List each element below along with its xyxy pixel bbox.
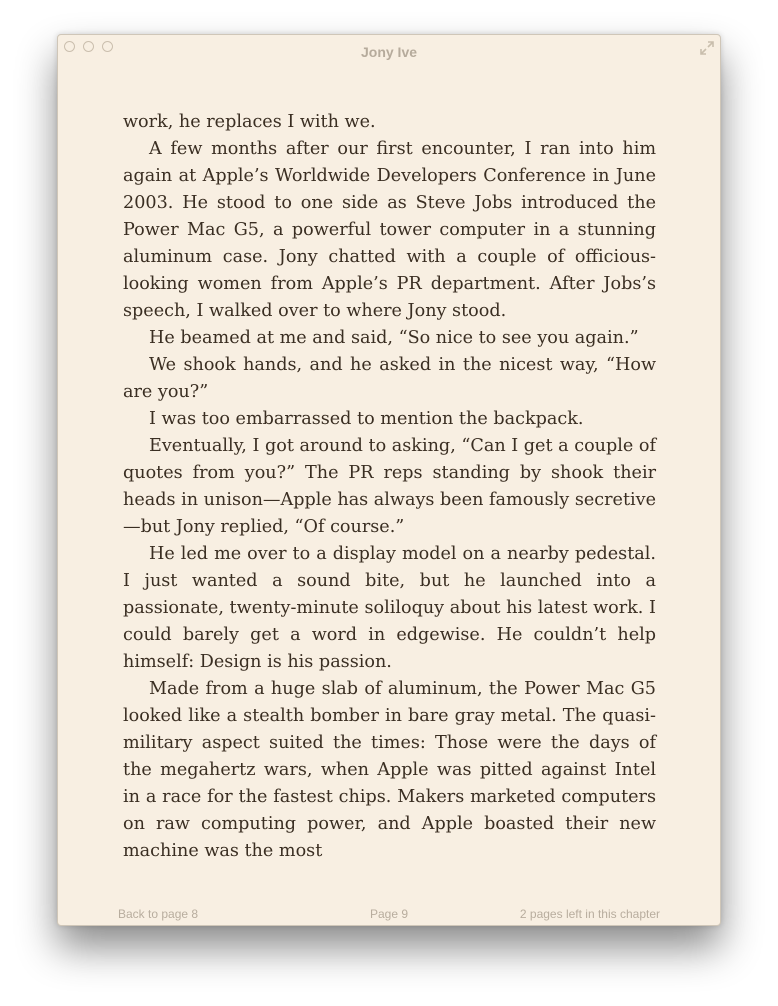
back-to-page-link[interactable]: Back to page 8 bbox=[118, 907, 199, 921]
paragraph: We shook hands, and he asked in the nicest way, “How are you?” bbox=[123, 355, 656, 402]
reader-window bbox=[57, 34, 721, 926]
window-title: Jony Ive bbox=[360, 44, 418, 60]
pages-left-indicator: 2 pages left in this chapter bbox=[519, 907, 660, 921]
paragraph: He beamed at me and said, “So nice to see you again.” bbox=[149, 328, 639, 348]
fullscreen-icon[interactable] bbox=[699, 40, 715, 56]
page-indicator: Page 9 bbox=[369, 907, 409, 921]
paragraph: work, he replaces I with we. bbox=[123, 112, 376, 132]
paragraph: I was too embarrassed to mention the backpack. bbox=[149, 409, 584, 429]
paragraph: A few months after our first encounter, I ran into him again at Apple’s Worldwide Developers Conference in June 2003. He stood to one side as Steve Jobs introduced the Power Mac G5, a powerful tower computer in a stunning aluminum case. Jony chatted with a couple of officious-looking women from Apple’s PR department. After Jobs’s speech, I walked over to where Jony stood. bbox=[123, 139, 656, 321]
paragraph: Eventually, I got around to asking, “Can I get a couple of quotes from you?” The PR reps standing by shook their heads in unison—Apple has always been famously secretive—but Jony replied, “Of course.” bbox=[123, 436, 657, 537]
paragraph: Made from a huge slab of aluminum, the Power Mac G5 looked like a stealth bomber in bare gray metal. The quasi-military aspect suited the times: Those were the days of the megahertz wars, when Apple was pitted against Intel in a race for the fastest chips. Makers marketed computers on raw computing power, and Apple boasted their new machine was the most bbox=[123, 679, 656, 861]
paragraph: He led me over to a display model on a nearby pedestal. I just wanted a sound bite, but he launched into a passionate, twenty-minute soliloquy about his latest work. I could barely get a word in edgewise. He couldn’t help himself: Design is his passion. bbox=[123, 544, 656, 672]
book-page-text bbox=[123, 109, 656, 865]
